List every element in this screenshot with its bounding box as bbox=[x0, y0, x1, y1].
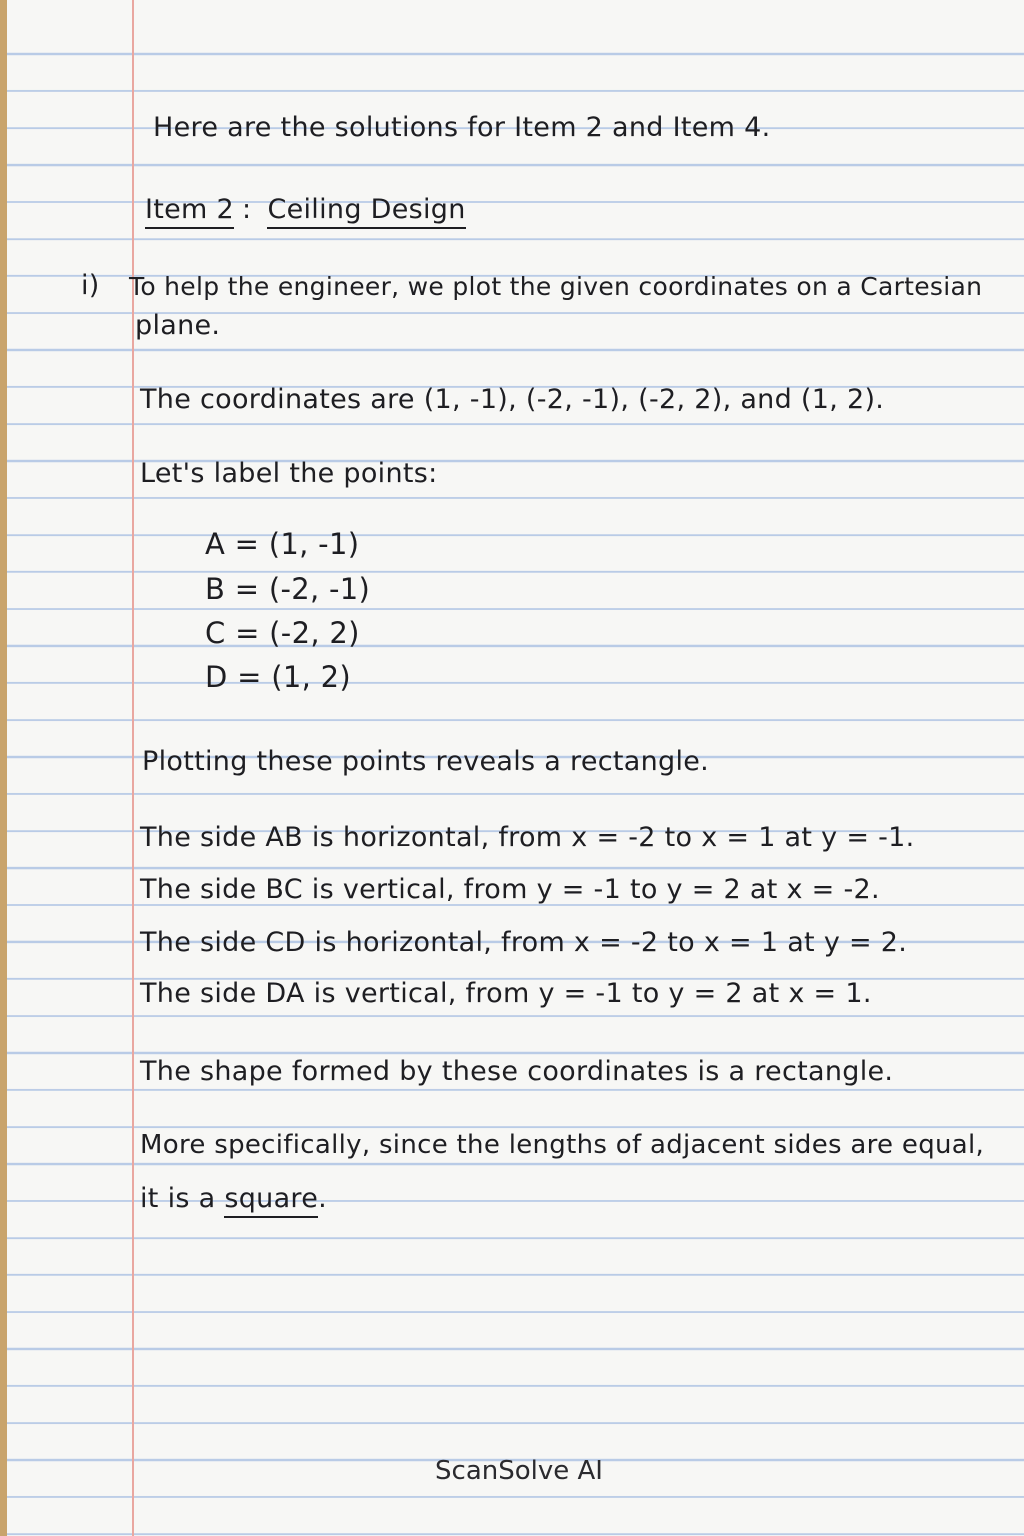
side-bc: The side BC is vertical, from y = -1 to y = 2 at x = -2. bbox=[140, 874, 880, 905]
coordinates-sentence: The coordinates are (1, -1), (-2, -1), (-2, 2), and (1, 2). bbox=[140, 384, 885, 415]
part-i-line2: plane. bbox=[135, 310, 221, 341]
conclusion-line2 bbox=[140, 1183, 327, 1215]
point-d: D = (1, 2) bbox=[205, 660, 352, 694]
label-intro: Let's label the points: bbox=[140, 458, 438, 489]
conclusion-line1: More specifically, since the lengths of adjacent sides are equal, bbox=[140, 1130, 985, 1160]
conclusion-suffix: . bbox=[318, 1183, 328, 1214]
point-b: B = (-2, -1) bbox=[205, 572, 371, 606]
reveal-sentence: Plotting these points reveals a rectangle. bbox=[142, 746, 710, 777]
section-heading bbox=[145, 194, 466, 226]
footer-brand: ScanSolve AI bbox=[435, 1456, 603, 1486]
shape-sentence: The shape formed by these coordinates is a rectangle. bbox=[140, 1056, 894, 1087]
point-a: A = (1, -1) bbox=[205, 527, 360, 561]
part-i-line1: To help the engineer, we plot the given coordinates on a Cartesian bbox=[129, 272, 983, 301]
heading-item: Item 2 bbox=[145, 194, 234, 229]
answer-square: square bbox=[224, 1183, 318, 1218]
conclusion-prefix: it is a bbox=[140, 1183, 225, 1214]
side-da: The side DA is vertical, from y = -1 to y = 2 at x = 1. bbox=[140, 978, 872, 1009]
part-marker: i) bbox=[81, 270, 100, 301]
intro-text: Here are the solutions for Item 2 and Item 4. bbox=[153, 112, 771, 143]
margin-line bbox=[132, 0, 134, 1536]
side-ab: The side AB is horizontal, from x = -2 to x = 1 at y = -1. bbox=[140, 822, 915, 853]
heading-title: Ceiling Design bbox=[267, 194, 465, 229]
side-cd: The side CD is horizontal, from x = -2 to x = 1 at y = 2. bbox=[140, 927, 908, 958]
heading-colon: : bbox=[242, 194, 252, 225]
point-c: C = (-2, 2) bbox=[205, 616, 360, 650]
